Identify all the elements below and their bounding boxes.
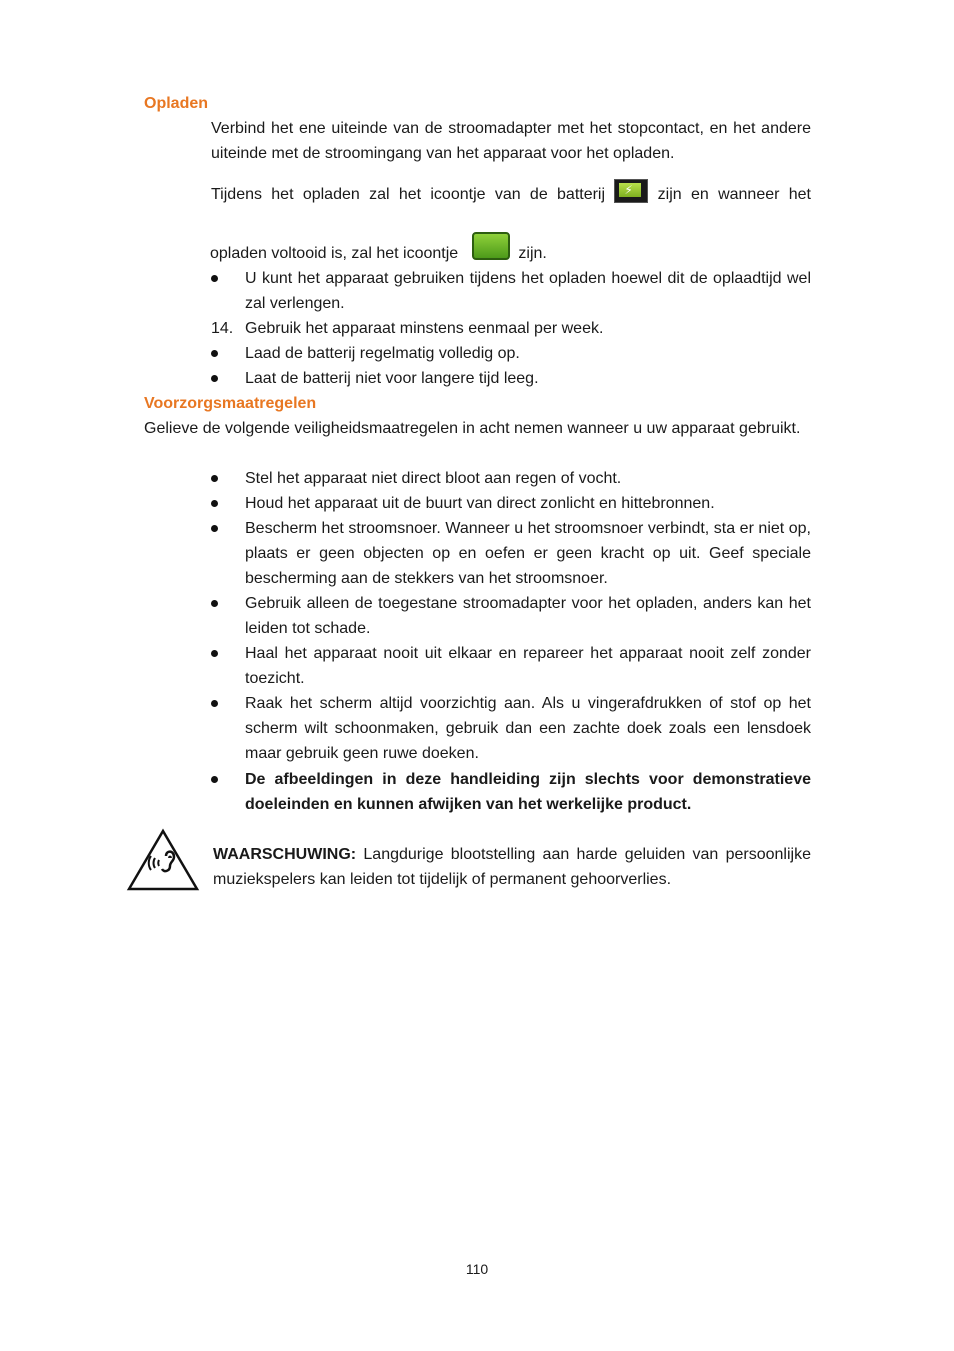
charging-post-text: zijn en wanneer het — [657, 186, 811, 203]
done-pre-text: opladen voltooid is, zal het icoontje — [210, 245, 459, 262]
list-item-text: Gebruik alleen de toegestane stroomadapter voor het opladen, anders kan het leiden tot schade. — [245, 595, 811, 637]
bullet-dot — [211, 375, 218, 382]
list-item — [211, 341, 811, 366]
bullet-dot — [211, 500, 218, 507]
opladen-intro: Verbind het ene uiteinde van de stroomadapter met het stopcontact, en het andere uiteinde met de stroomingang van het apparaat voor het opladen. — [211, 120, 811, 162]
bullet-dot — [211, 700, 218, 707]
list-item-text: De afbeeldingen in deze handleiding zijn slechts voor demonstratieve doeleinden en kunnen afwijken van het werkelijke product. — [245, 771, 811, 813]
hearing-warning-icon — [126, 828, 200, 892]
warning-label: WAARSCHUWING: — [213, 846, 357, 863]
list-item-bold — [211, 767, 811, 817]
list-item-text: Raak het scherm altijd voorzichtig aan. Als u vingerafdrukken of stof op het scherm wilt schoonmaken, gebruik dan een zachte doek zoals een lensdoek maar gebruik geen ruwe doeken. — [245, 695, 811, 762]
voorzorg-intro: Gelieve de volgende veiligheidsmaatregelen in acht nemen wanneer u uw apparaat gebruikt. — [144, 420, 801, 437]
list-item — [211, 691, 811, 766]
battery-charging-icon: ⚡ — [614, 179, 648, 203]
list-item — [211, 366, 811, 391]
bullet-dot — [211, 776, 218, 783]
numbered-item — [211, 316, 811, 341]
list-item — [211, 516, 811, 591]
bullet-dot — [211, 475, 218, 482]
list-item-text: Stel het apparaat niet direct bloot aan regen of vocht. — [245, 470, 622, 487]
bullet-dot — [211, 275, 218, 282]
list-item — [211, 466, 811, 491]
list-item-text: U kunt het apparaat gebruiken tijdens het opladen hoewel dit de oplaadtijd wel zal verlengen. — [245, 270, 811, 312]
section-heading-voorzorg: Voorzorgsmaatregelen — [144, 395, 317, 412]
charging-pre-text: Tijdens het opladen zal het icoontje van de batterij — [211, 186, 606, 203]
charging-line — [211, 179, 811, 207]
list-item-text: Laat de batterij niet voor langere tijd leeg. — [245, 370, 539, 387]
done-post-text: zijn. — [518, 245, 547, 262]
section-heading-opladen: Opladen — [144, 95, 209, 112]
battery-full-icon — [472, 232, 510, 260]
page-number: 110 — [465, 1261, 489, 1277]
list-item — [211, 641, 811, 691]
list-item-text: Houd het apparaat uit de buurt van direct zonlicht en hittebronnen. — [245, 495, 715, 512]
bullet-dot — [211, 350, 218, 357]
list-item-text: Bescherm het stroomsnoer. Wanneer u het stroomsnoer verbindt, sta er niet op, plaats er geen objecten op en oefen er geen kracht op uit. Geef speciale bescherming aan de stekkers van het stroomsnoer. — [245, 520, 811, 587]
list-item — [211, 266, 811, 316]
warning-paragraph — [213, 842, 811, 892]
list-item-text: Laad de batterij regelmatig volledig op. — [245, 345, 520, 362]
list-item — [211, 491, 811, 516]
list-item — [211, 591, 811, 641]
bullet-dot — [211, 600, 218, 607]
numbered-item-text: Gebruik het apparaat minstens eenmaal per week. — [245, 320, 604, 337]
warning-text: Langdurige blootstelling aan harde geluiden van persoonlijke muziekspelers kan leiden tot tijdelijk of permanent gehoorverlies. — [213, 846, 811, 888]
item-number: 14. — [211, 320, 234, 337]
done-line — [210, 232, 810, 266]
bullet-dot — [211, 650, 218, 657]
list-item-text: Haal het apparaat nooit uit elkaar en repareer het apparaat nooit zelf zonder toezicht. — [245, 645, 811, 687]
bullet-dot — [211, 525, 218, 532]
